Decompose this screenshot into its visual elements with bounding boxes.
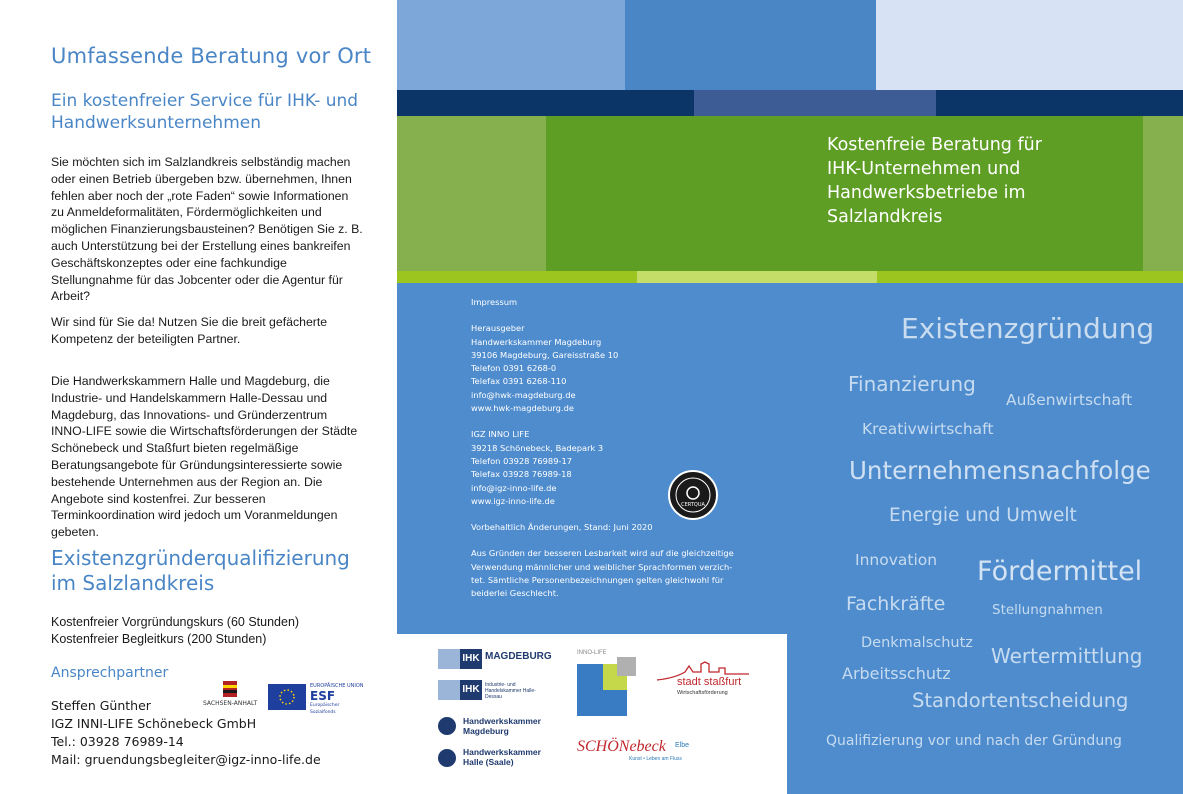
page-title: Umfassende Beratung vor Ort [51, 44, 372, 68]
schoenebeck-logo [577, 734, 707, 768]
inno-life-label: INNO-LIFE [577, 650, 607, 656]
hwk-label-line: Handwerkskammer [463, 747, 541, 757]
ihk-magdeburg-badge: IHK [460, 649, 482, 669]
subtitle: Ein kostenfreier Service für IHK- und Handwerksunternehmen [51, 91, 359, 133]
sachsen-anhalt-logo [203, 681, 259, 709]
impressum-line: IGZ INNO LIFE [471, 429, 530, 440]
cover-title-line: IHK-Unternehmen und [827, 159, 1021, 179]
word-denkmalschutz: Denkmalschutz [861, 635, 973, 651]
word-fachkraefte: Fachkräfte [846, 593, 946, 615]
green-band-left [397, 116, 546, 271]
stassfurt-logo [655, 660, 751, 700]
cover-title-line: Handwerksbetriebe im [827, 183, 1026, 203]
stassfurt-sub: Wirtschaftsförderung [677, 690, 728, 696]
impressum-line: 39106 Magdeburg, Gareisstraße 10 [471, 349, 619, 360]
hwk-emblem-icon [438, 749, 456, 767]
contact-heading: Ansprechpartner [51, 665, 169, 681]
contact-company: IGZ INNI-LIFE Schönebeck GmbH [51, 716, 257, 731]
esf-label: ESF [310, 689, 336, 703]
support-paragraph: Wir sind für Sie da! Nutzen Sie die breit gefächerte Kompetenz der beteiligten Partner. [51, 315, 328, 346]
contact-phone: Tel.: 03928 76989-14 [51, 734, 184, 749]
word-innovation: Innovation [855, 551, 938, 569]
navy-band-accent [694, 90, 936, 116]
ihk-emblem-icon [438, 649, 460, 669]
hwk-label-line: Magdeburg [463, 726, 509, 736]
impressum-line: Telefax 0391 6268-110 [471, 376, 567, 387]
hwk-emblem-icon [438, 717, 456, 735]
course-list [51, 614, 299, 648]
decor-block [397, 0, 625, 90]
ihk-halle-label: Industrie- und Handelskammer Halle-Dessau [485, 682, 536, 700]
ihk-emblem-icon [438, 680, 460, 700]
impressum-line: Telefax 03928 76989-18 [471, 469, 572, 480]
contact-email: Mail: gruendungsbegleiter@igz-inno-life.de [51, 752, 321, 767]
word-aussenwirtschaft: Außenwirtschaft [1006, 391, 1133, 409]
schoenebeck-name: SCHÖNebeck [577, 738, 666, 755]
cover-title [827, 133, 1127, 229]
impressum-note: Aus Gründen der besseren Lesbarkeit wird auf die gleichzeitige [471, 548, 734, 559]
impressum-line: Herausgeber [471, 323, 525, 334]
word-kreativwirtschaft: Kreativwirtschaft [862, 420, 994, 438]
lime-stripe-accent [637, 271, 877, 283]
impressum-note: beiderlei Geschlecht. [471, 588, 559, 599]
hwk-label-line: Handwerkskammer [463, 716, 541, 726]
intro-paragraph: Sie möchten sich im Salzlandkreis selbständig machen oder einen Betrieb übergeben bzw. übernehmen, Ihnen fehlen aber noch der „rote Faden“ sowie Informationen zu Anmeldeformalitäten, Fördermöglichkeiten und möglichen Finanzierungsbausteinen? Benötigen Sie z. B. auch Unterstützung bei der Erstellung eines bankreifen Geschäftskonzeptes oder eine fachkundige Stellungnahme für das Jobcenter oder die Agentur für Arbeit? [51, 155, 363, 304]
schoenebeck-elbe: Elbe [675, 742, 690, 749]
impressum-website[interactable]: www.hwk-magdeburg.de [471, 403, 574, 414]
word-energie-und-umwelt: Energie und Umwelt [889, 505, 1077, 526]
course-item: Kostenfreier Vorgründungskurs (60 Stunden) [51, 615, 300, 629]
inno-life-logo-square [617, 657, 636, 676]
ihk-halle-badge: IHK [460, 680, 482, 700]
decor-block [876, 0, 1183, 90]
impressum-line: 39218 Schönebeck, Badepark 3 [471, 442, 604, 453]
impressum-line: Telefon 03928 76989-17 [471, 455, 573, 466]
word-unternehmensnachfolge: Unternehmensnachfolge [849, 456, 1151, 485]
decor-block [625, 0, 876, 90]
word-qualifizierung: Qualifizierung vor und nach der Gründung [826, 733, 1122, 749]
sachsen-anhalt-label: SACHSEN-ANHALT [203, 700, 258, 707]
impressum-line: Telefon 0391 6268-0 [471, 363, 557, 374]
cover-title-line: Salzlandkreis [827, 207, 943, 227]
certqua-seal-icon [668, 470, 718, 520]
cert-label: CERTQUA [681, 502, 705, 508]
impressum-stand: Vorbehaltlich Änderungen, Stand: Juni 2020 [471, 522, 653, 533]
hwk-halle-label [463, 747, 541, 767]
impressum-line: Handwerkskammer Magdeburg [471, 336, 602, 347]
partners-paragraph: Die Handwerkskammern Halle und Magdeburg, die Industrie- und Handelskammern Halle-Dessau und Magdeburg, das Innovations- und Gründerzentrum INNO-LIFE sowie die Wirtschaftsförderungen der Städte Schönebeck und Staßfurt bieten regelmäßige Beratungsangebote für Gründungsinteressierte sowie bestehende Unternehmen aus der Region an. Die Angebote sind kostenfrei. Zur besseren Terminkoordination wird jedoch um Voranmeldungen gebeten. [51, 374, 358, 540]
impressum-email[interactable]: info@hwk-magdeburg.de [471, 389, 576, 400]
word-arbeitsschutz: Arbeitsschutz [842, 664, 951, 683]
green-band-right [1143, 116, 1183, 271]
impressum-note: Verwendung männlicher und weiblicher Sprachformen verzich- [471, 561, 733, 572]
hwk-magdeburg-label [463, 716, 541, 736]
impressum-title: Impressum [471, 297, 518, 307]
qualification-heading: Existenzgründerqualifizierung im Salzlandkreis [51, 546, 350, 595]
impressum-note: tet. Sämtliche Personenbezeichnungen gelten gleichwohl für [471, 575, 724, 586]
course-item: Kostenfreier Begleitkurs (200 Stunden) [51, 632, 267, 646]
contact-name: Steffen Günther [51, 698, 151, 713]
word-foerdermittel: Fördermittel [977, 556, 1143, 587]
word-wertermittlung: Wertermittlung [991, 644, 1143, 668]
schoenebeck-tagline: Kunst • Leben am Fluss [629, 756, 682, 762]
hwk-label-line: Halle (Saale) [463, 757, 514, 767]
word-stellungnahmen: Stellungnahmen [992, 602, 1103, 618]
esf-logo: EUROPÄISCHE UNION ESF Europäischer Sozialfonds [310, 683, 364, 715]
impressum [471, 296, 761, 601]
stassfurt-name: stadt staßfurt [677, 676, 742, 688]
word-existenzgruendung: Existenzgründung [901, 312, 1155, 345]
impressum-website[interactable]: www.igz-inno-life.de [471, 495, 555, 506]
cover-title-line: Kostenfreie Beratung für [827, 135, 1042, 155]
word-standortentscheidung: Standortentscheidung [912, 689, 1129, 712]
word-finanzierung: Finanzierung [848, 372, 976, 396]
eu-flag-icon [268, 684, 306, 710]
ihk-magdeburg-label: MAGDEBURG [485, 651, 552, 662]
impressum-email[interactable]: info@igz-inno-life.de [471, 482, 557, 493]
